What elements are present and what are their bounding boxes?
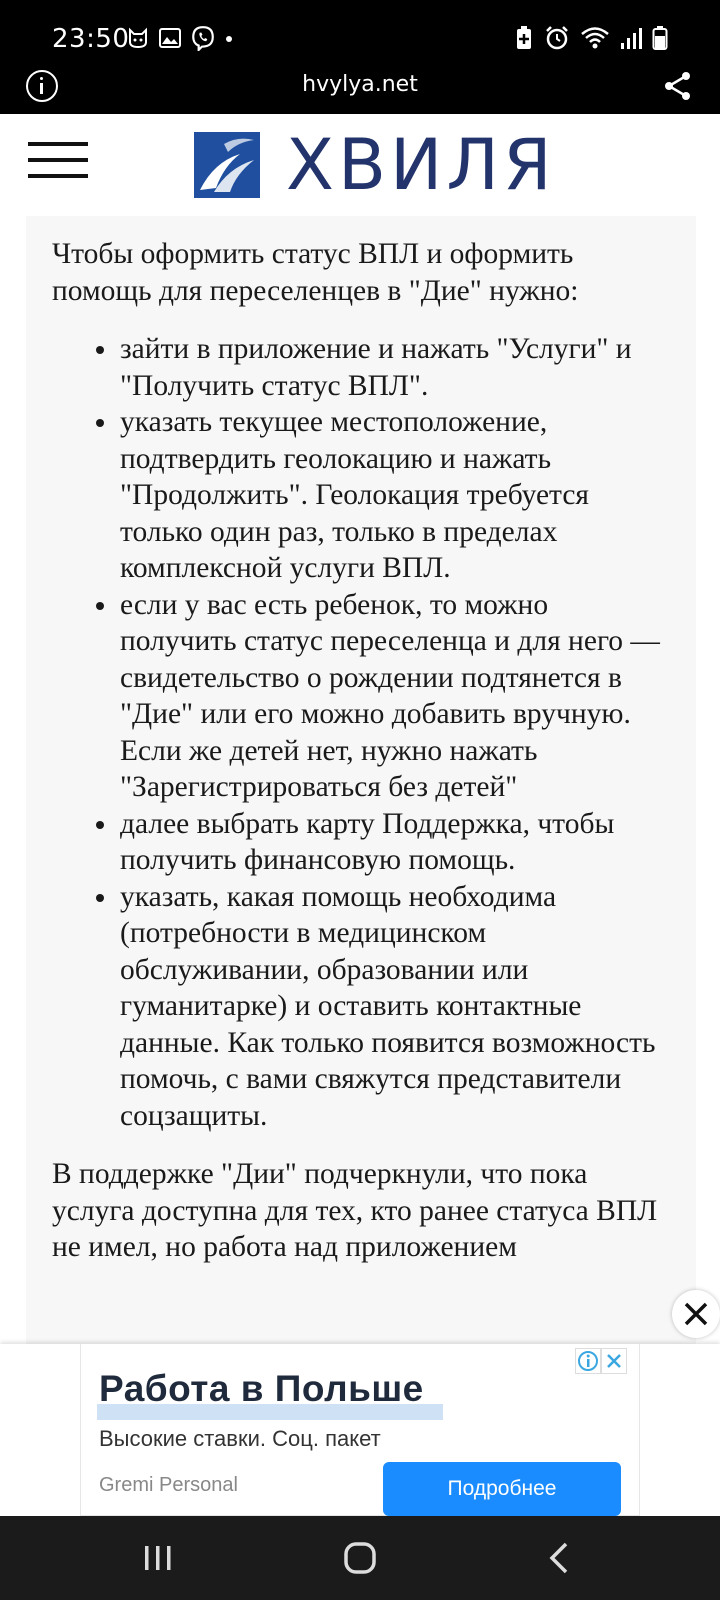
close-icon bbox=[672, 1290, 720, 1338]
browser-toolbar bbox=[0, 58, 720, 114]
ad-badges bbox=[575, 1348, 627, 1374]
ad-close-badge[interactable] bbox=[601, 1348, 627, 1374]
status-time: 23:50 bbox=[52, 24, 130, 54]
ad-card[interactable] bbox=[80, 1344, 640, 1516]
ad-info-icon bbox=[576, 1349, 600, 1373]
notification-icons bbox=[126, 24, 234, 52]
site-header bbox=[0, 114, 720, 216]
battery-saver-icon bbox=[514, 25, 534, 51]
list-item: указать текущее местоположение, подтвердить геолокацию и нажать "Продолжить". Геолокация требуется только один раз, только в пределах комплексной услуги ВПЛ. bbox=[120, 404, 672, 587]
ad-info-badge[interactable] bbox=[575, 1348, 601, 1374]
wifi-icon bbox=[580, 25, 610, 51]
back-icon[interactable] bbox=[538, 1536, 582, 1580]
article-intro: Чтобы оформить статус ВПЛ и оформить помощь для переселенцев в "Дие" нужно: bbox=[52, 238, 579, 307]
system-nav-bar bbox=[0, 1516, 720, 1600]
list-item: зайти в приложение и нажать "Услуги" и "Получить статус ВПЛ". bbox=[120, 331, 672, 404]
ad-subtitle: Высокие ставки. Соц. пакет bbox=[99, 1426, 381, 1451]
battery-icon bbox=[652, 25, 668, 51]
logo-wave-icon bbox=[194, 132, 260, 198]
ad-source: Gremi Personal bbox=[99, 1474, 238, 1496]
list-item: если у вас есть ребенок, то можно получить статус переселенца и для него — свидетельство о рождении подтянется в "Дие" или его можно добавить вручную. Если же детей нет, нужно нажать "Зарегистрироваться без детей" bbox=[120, 587, 672, 806]
hamburger-menu-icon[interactable] bbox=[28, 140, 88, 180]
site-logo[interactable] bbox=[194, 124, 556, 206]
signal-icon bbox=[620, 25, 642, 51]
ad-cta-button[interactable]: Подробнее bbox=[383, 1462, 621, 1516]
dot-icon bbox=[224, 26, 234, 50]
article-bullet-list bbox=[52, 331, 672, 1134]
share-icon[interactable] bbox=[662, 70, 694, 102]
list-item: далее выбрать карту Поддержка, чтобы получить финансовую помощь. bbox=[120, 806, 672, 879]
ad-close-button[interactable] bbox=[672, 1290, 720, 1338]
home-icon[interactable] bbox=[338, 1536, 382, 1580]
recent-apps-icon[interactable] bbox=[136, 1536, 180, 1580]
logo-text: ХВИЛЯ bbox=[286, 124, 556, 206]
ad-banner bbox=[0, 1344, 720, 1516]
system-icons bbox=[514, 24, 668, 52]
list-item: указать, какая помощь необходима (потребности в медицинском обслуживании, образовании или гуманитарке) и оставить контактные данные. Как только появится возможность помочь, с вами свяжутся представители соцзащиты. bbox=[120, 879, 672, 1135]
article-body bbox=[26, 216, 696, 1346]
image-icon bbox=[158, 26, 182, 50]
viber-icon bbox=[190, 25, 216, 51]
ad-close-icon bbox=[602, 1349, 626, 1373]
url-label[interactable]: hvylya.net bbox=[302, 72, 418, 97]
status-bar bbox=[0, 0, 720, 58]
article-outro: В поддержке "Дии" подчеркнули, что пока услуга доступна для тех, кто ранее статуса ВПЛ не имел, но работа над приложением bbox=[52, 1158, 658, 1263]
alarm-icon bbox=[544, 25, 570, 51]
ad-title[interactable]: Работа в Польше bbox=[99, 1368, 424, 1409]
cat-icon bbox=[126, 26, 150, 50]
